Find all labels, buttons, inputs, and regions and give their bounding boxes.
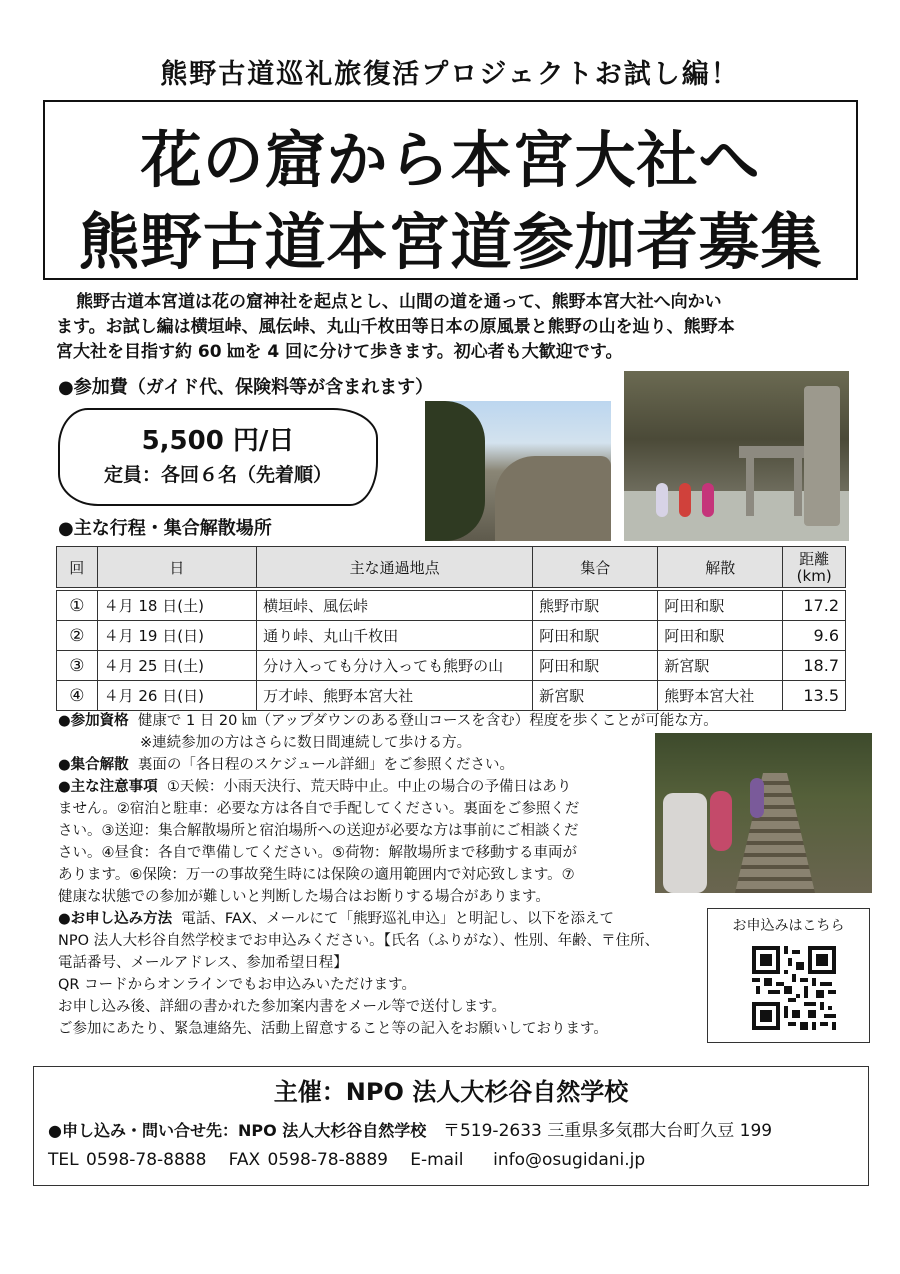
page-title-line2: 熊野古道本宮道参加者募集 xyxy=(78,207,823,278)
fee-heading: ●参加費（ガイド代、保険料等が含まれます） xyxy=(58,377,434,398)
meeting-label: ●集合解散 xyxy=(58,757,129,773)
photo-rock-shape xyxy=(495,456,611,541)
table-row xyxy=(57,621,846,651)
table-row xyxy=(57,651,846,681)
contact-label: ●申し込み・問い合せ先：NPO 法人大杉谷自然学校 xyxy=(48,1121,427,1140)
row-disband: 阿田和駅 xyxy=(658,591,783,621)
column-header: 日 xyxy=(97,547,256,588)
table-header-row xyxy=(57,547,846,588)
tel-number[interactable]: TEL 0598-78-8888 xyxy=(48,1150,207,1170)
row-date: ４月 18 日(土) xyxy=(97,591,256,621)
photo-hiker-shape xyxy=(679,483,691,517)
column-header: 集合 xyxy=(533,547,658,588)
photo-hiker-shape xyxy=(710,791,732,851)
qr-label: お申込みはこちら xyxy=(732,918,845,934)
table-row xyxy=(57,681,846,711)
apply-label: ●お申し込み方法 xyxy=(58,911,173,927)
row-route: 横垣峠、風伝峠 xyxy=(257,591,533,621)
row-number: ② xyxy=(57,621,98,651)
itinerary-heading: ●主な行程・集合解散場所 xyxy=(58,518,272,539)
row-number: ④ xyxy=(57,681,98,711)
eligibility-line xyxy=(58,710,858,732)
apply-line: 電話番号、メールアドレス、参加希望日程】 xyxy=(58,955,348,971)
contact-address: 〒519-2633 三重県多気郡大台町久豆 199 xyxy=(442,1121,773,1141)
notes-label: ●主な注意事項 xyxy=(58,779,158,795)
column-header: 解散 xyxy=(658,547,783,588)
notes-line: あります。⑥保険：万一の事故発生時には保険の適用範囲内で対応致します。⑦ xyxy=(58,867,575,883)
column-header xyxy=(783,547,846,588)
row-route: 分け入っても分け入っても熊野の山 xyxy=(257,651,533,681)
apply-line: QR コードからオンラインでもお申込みいただけます。 xyxy=(58,977,417,993)
row-disband: 新宮駅 xyxy=(658,651,783,681)
photo-hiker-shape xyxy=(663,793,707,893)
apply-text: 電話、FAX、メールにて「熊野巡礼申込」と明記し、以下を添えて xyxy=(181,911,614,927)
column-header: 回 xyxy=(57,547,98,588)
notes-text: ①天候：小雨天決行、荒天時中止。中止の場合の予備日はあり xyxy=(166,779,572,795)
photo-hiker-shape xyxy=(656,483,668,517)
meeting-text: 裏面の「各日程のスケジュール詳細」をご参照ください。 xyxy=(137,757,515,773)
row-disband: 熊野本宮大社 xyxy=(658,681,783,711)
row-meet: 阿田和駅 xyxy=(533,651,658,681)
row-meet: 阿田和駅 xyxy=(533,621,658,651)
photo-stairs-shape xyxy=(735,773,815,893)
row-distance: 9.6 xyxy=(783,621,846,651)
intro-line: 宮大社を目指す約 60 ㎞を 4 回に分けて歩きます。初心者も大歓迎です。 xyxy=(56,342,623,362)
fax-number: FAX 0598-78-8889 xyxy=(228,1150,388,1170)
row-route: 通り峠、丸山千枚田 xyxy=(257,621,533,651)
notes-line xyxy=(58,776,668,798)
fee-price: 5,500 円/日 xyxy=(141,426,295,456)
photo-tree-shape xyxy=(425,401,485,541)
intro-line: ます。お試し編は横垣峠、風伝峠、丸山千枚田等日本の原風景と熊野の山を辿り、熊野本 xyxy=(56,317,735,337)
notes-line: さい。④昼食：各自で準備してください。⑤荷物：解散場所まで移動する車両が xyxy=(58,845,577,861)
photo-stone-shape xyxy=(804,386,840,526)
email-label: E-mail xyxy=(410,1150,464,1170)
apply-line xyxy=(58,908,708,930)
notes-section xyxy=(58,776,668,908)
row-distance: 17.2 xyxy=(783,591,846,621)
row-disband: 阿田和駅 xyxy=(658,621,783,651)
photo-pillar-shape xyxy=(794,456,802,516)
page-title-line1: 花の窟から本宮大社へ xyxy=(140,125,761,196)
row-number: ① xyxy=(57,591,98,621)
eligibility-label: ●参加資格 xyxy=(58,713,129,729)
row-meet: 熊野市駅 xyxy=(533,591,658,621)
intro-line: 熊野古道本宮道は花の窟神社を起点とし、山間の道を通って、熊野本宮大社へ向かい xyxy=(76,292,722,312)
itinerary-table xyxy=(56,546,846,711)
row-distance: 13.5 xyxy=(783,681,846,711)
host-organization: 主催：NPO 法人大杉谷自然学校 xyxy=(273,1078,629,1106)
apply-line: ご参加にあたり、緊急連絡先、活動上留意すること等の記入をお願いしております。 xyxy=(58,1021,608,1037)
column-header: 主な通過地点 xyxy=(257,547,533,588)
row-date: ４月 19 日(日) xyxy=(97,621,256,651)
photo-pillar-shape xyxy=(746,456,754,516)
hikers-photo xyxy=(655,733,872,893)
photo-hiker-shape xyxy=(750,778,764,818)
row-date: ４月 25 日(土) xyxy=(97,651,256,681)
fee-capacity: 定員：各回６名（先着順） xyxy=(103,464,332,486)
photo-hiker-shape xyxy=(702,483,714,517)
distance-unit: (km) xyxy=(796,567,832,585)
row-number: ③ xyxy=(57,651,98,681)
apply-line: NPO 法人大杉谷自然学校までお申込みください。【氏名（ふりがな）、性別、年齢、〒住所、 xyxy=(58,933,660,949)
eligibility-text: 健康で 1 日 20 ㎞（アップダウンのある登山コースを含む）程度を歩くことが可能な方。 xyxy=(137,713,718,729)
table-row xyxy=(57,591,846,621)
rock-photo xyxy=(425,401,611,541)
shrine-photo xyxy=(624,371,849,541)
qr-code-icon[interactable] xyxy=(752,946,836,1030)
distance-header: 距離 xyxy=(799,550,830,568)
email-link[interactable]: info@osugidani.jp xyxy=(493,1150,646,1170)
row-meet: 新宮駅 xyxy=(533,681,658,711)
apply-section xyxy=(58,908,708,1040)
contact-numbers xyxy=(48,1150,645,1170)
row-route: 万才峠、熊野本宮大社 xyxy=(257,681,533,711)
notes-line: ません。②宿泊と駐車：必要な方は各自で手配してください。裏面をご参照くだ xyxy=(58,801,580,817)
intro-paragraph xyxy=(56,290,856,365)
apply-line: お申し込み後、詳細の書かれた参加案内書をメール等で送付します。 xyxy=(58,999,507,1015)
subtitle: 熊野古道巡礼旅復活プロジェクトお試し編！ xyxy=(160,59,740,90)
row-distance: 18.7 xyxy=(783,651,846,681)
notes-line: さい。③送迎：集合解散場所と宿泊場所への送迎が必要な方は事前にご相談くだ xyxy=(58,823,579,839)
row-date: ４月 26 日(日) xyxy=(97,681,256,711)
notes-line: 健康な状態での参加が難しいと判断した場合はお断りする場合があります。 xyxy=(58,889,550,905)
eligibility-note: ※連続参加の方はさらに数日間連続して歩ける方。 xyxy=(140,735,472,751)
contact-line xyxy=(48,1116,772,1141)
